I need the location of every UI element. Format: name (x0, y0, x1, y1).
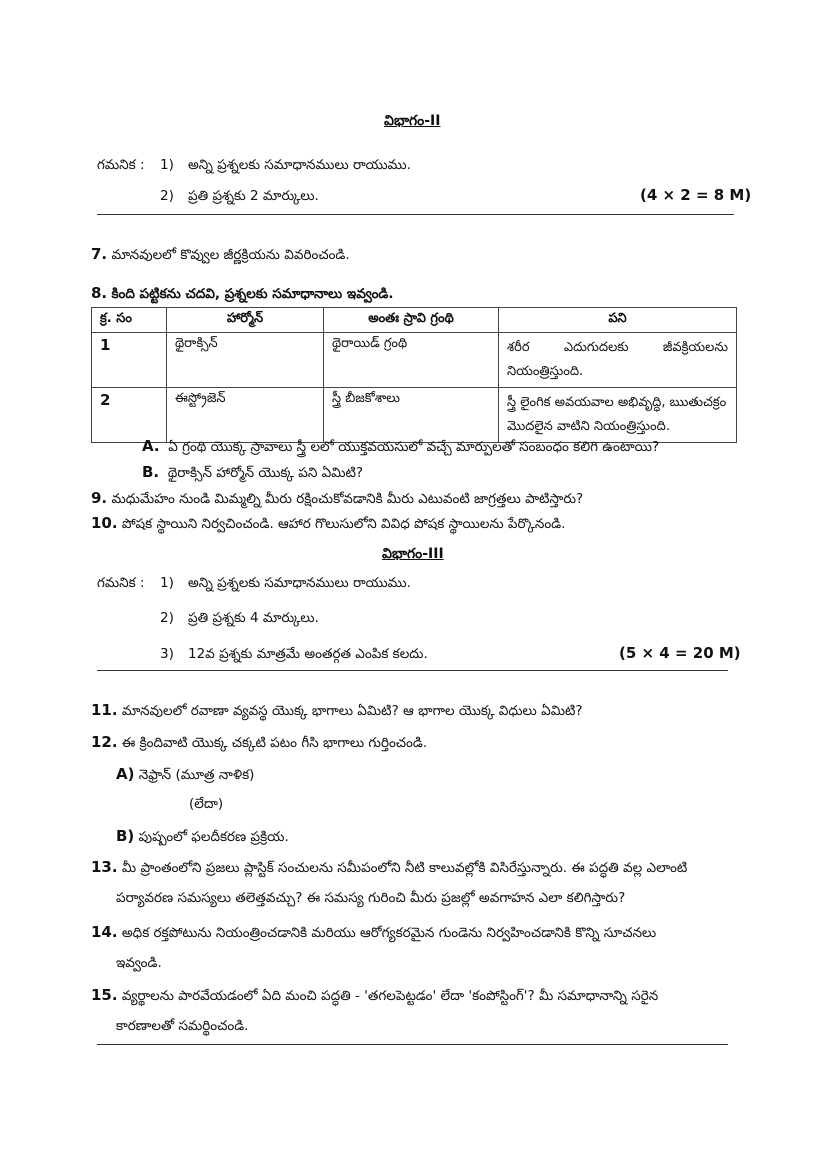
question-15-line-2: కారణాలతో సమర్థించండి. (116, 1018, 249, 1034)
question-number: 9. (91, 489, 108, 507)
table-cell: ఈస్ట్రోజెన్ (167, 388, 324, 443)
question-number: 14. (91, 923, 118, 941)
question-number: 12. (91, 733, 118, 751)
question-number: 10. (91, 514, 118, 532)
col-header-sno: క్ర. సం (92, 308, 167, 333)
question-13-line-2: పర్యావరణ సమస్యలు తలెత్తవచ్చు? ఈ సమస్య గురించి మీరు ప్రజల్లో అవగాహన ఎలా కలిగిస్తారు? (116, 890, 626, 906)
section-3-title: విభాగం-III (382, 546, 444, 562)
question-15 (91, 986, 658, 1007)
question-text: మానవులలో కొవ్వుల జీర్ణక్రియను వివరించండి. (111, 247, 350, 263)
table-cell: 1 (92, 333, 167, 388)
question-text-line-1: అధిక రక్తపోటును నియంత్రించడానికి మరియు ఆరోగ్యకరమైన గుండెను నిర్వహించడానికి కొన్ని సూచనలు (121, 925, 657, 941)
question-12-option-a (116, 765, 254, 786)
divider (97, 670, 728, 671)
section-2-marks: (4 × 2 = 8 M) (640, 186, 752, 204)
question-8 (91, 284, 394, 305)
section-3-note-3: 12వ ప్రశ్నకు మాత్రమే అంతర్గత ఎంపిక కలదు. (188, 646, 428, 662)
table-cell: స్త్రీ లైంగిక అవయవాల అభివృద్ధి, ఋతుచక్రం మొదలైన వాటిని నియంత్రిస్తుంది. (499, 388, 737, 443)
section-2-note-1-num: 1) (160, 157, 174, 173)
section-3-marks: (5 × 4 = 20 M) (619, 644, 741, 662)
section-3-note-1: అన్ని ప్రశ్నలకు సమాధానములు రాయుము. (188, 575, 411, 591)
question-number: 13. (91, 858, 118, 876)
question-text: పోషక స్థాయిని నిర్వచించండి. ఆహార గొలుసులోని వివిధ పోషక స్థాయిలను పేర్కొనండి. (121, 516, 566, 532)
option-text: పుష్పంలో ఫలదీకరణ ప్రక్రియ. (138, 829, 289, 845)
option-label: A) (116, 765, 135, 783)
table-cell: థైరాక్సిన్ (167, 333, 324, 388)
section-2-note-1: అన్ని ప్రశ్నలకు సమాధానములు రాయుము. (188, 157, 411, 173)
question-text: ఈ క్రిందివాటి యొక్క చక్కటి పటం గీసి భాగాలు గుర్తించండి. (121, 735, 428, 751)
sub-label: B. (142, 463, 160, 481)
section-3-note-2: ప్రతి ప్రశ్నకు 4 మార్కులు. (188, 610, 319, 626)
question-text: మానవులలో రవాణా వ్యవస్థ యొక్క భాగాలు ఏమిటి? ఆ భాగాల యొక్క విధులు ఏమిటి? (121, 703, 583, 719)
question-number: 15. (91, 986, 118, 1004)
section-3-note-label: గమనిక : (97, 575, 145, 591)
question-14-line-2: ఇవ్వండి. (116, 955, 162, 971)
question-text-line-1: వ్యర్థాలను పారవేయడంలో ఏది మంచి పద్ధతి - 'తగలపెట్టడం' లేదా 'కంపోస్టింగ్'? మీ సమాధానాన్ని సరైన (121, 988, 659, 1004)
question-number: 8. (91, 284, 108, 302)
section-2-note-2-num: 2) (160, 188, 174, 204)
section-3-note-2-num: 2) (160, 610, 174, 626)
question-7 (91, 245, 350, 266)
sub-label: A. (142, 437, 160, 455)
table-cell: థైరాయిడ్ గ్రంథి (324, 333, 499, 388)
table-cell: శరీర ఎదుగుదలకు జీవక్రియలను నియంత్రిస్తుంది. (499, 333, 737, 388)
col-header-function: పని (499, 308, 737, 333)
question-number: 11. (91, 701, 118, 719)
option-text: నెఫ్రాన్ (మూత్ర నాళిక) (138, 767, 255, 783)
question-12-option-b (116, 827, 289, 848)
sub-text: థైరాక్సిన్ హార్మోన్ యొక్క పని ఏమిటి? (167, 465, 364, 481)
hormone-table (91, 307, 737, 443)
section-3-note-3-num: 3) (160, 646, 174, 662)
section-2-note-2: ప్రతి ప్రశ్నకు 2 మార్కులు. (188, 188, 319, 204)
table-header-row (92, 308, 737, 333)
question-12-or: (లేదా) (189, 796, 224, 812)
sub-text: ఏ గ్రంథి యొక్క స్రావాలు స్త్రీ లలో యుక్తవయసులో వచ్చే మార్పులతో సంబంధం కలిగి ఉంటాయి? (168, 439, 660, 455)
section-3-note-1-num: 1) (160, 575, 174, 591)
question-10 (91, 514, 565, 535)
question-number: 7. (91, 245, 108, 263)
table-row (92, 388, 737, 443)
divider (97, 1044, 728, 1045)
question-text-line-1: మీ ప్రాంతంలోని ప్రజలు ప్లాస్టిక్ సంచులను సమీపంలోని నీటి కాలువల్లోకి విసిరేస్తున్నారు. ఈ పద్ధతి వల్ల ఎలాంటి (121, 860, 688, 876)
question-12 (91, 733, 427, 754)
question-text: కింది పట్టికను చదవి, ప్రశ్నలకు సమాధానాలు ఇవ్వండి. (111, 286, 394, 302)
question-8-sub-a (142, 437, 659, 458)
section-2-title: విభాగం-II (384, 113, 441, 129)
table-row (92, 333, 737, 388)
question-11 (91, 701, 583, 722)
question-14 (91, 923, 656, 944)
question-9 (91, 489, 583, 510)
question-13 (91, 858, 687, 879)
col-header-hormone: హార్మోన్ (167, 308, 324, 333)
option-label: B) (116, 827, 135, 845)
col-header-gland: అంతః స్రావి గ్రంథి (324, 308, 499, 333)
question-text: మధుమేహం నుండి మిమ్మల్ని మీరు రక్షించుకోవడానికి మీరు ఎటువంటి జాగ్రత్తలు పాటిస్తారు? (111, 491, 584, 507)
question-8-sub-b (142, 463, 363, 484)
section-2-note-label: గమనిక : (97, 157, 145, 173)
divider (97, 214, 734, 215)
table-cell: 2 (92, 388, 167, 443)
table-cell: స్త్రీ బీజకోశాలు (324, 388, 499, 443)
